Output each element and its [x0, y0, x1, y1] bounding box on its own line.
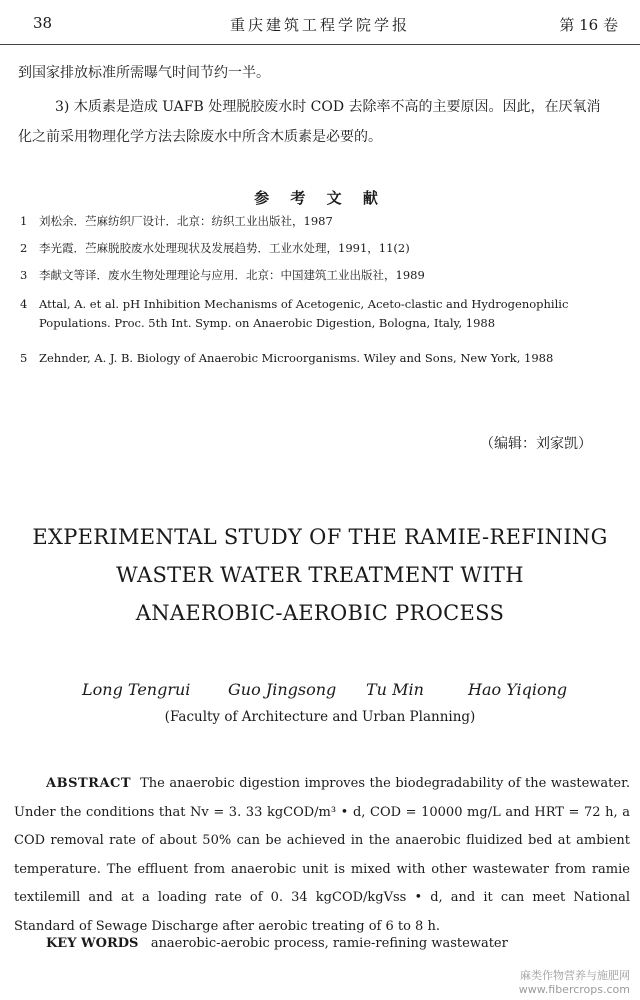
author-name: Long Tengrui [82, 680, 191, 699]
keywords-text: anaerobic-aerobic process, ramie-refining wastewater [150, 936, 508, 951]
reference-text: Zehnder, A. J. B. Biology of Anaerobic Microorganisms. Wiley and Sons, New York, 1988 [39, 351, 554, 365]
editor-note: （编辑：刘家凯） [480, 436, 592, 452]
keywords-label: KEY WORDS [46, 936, 139, 951]
reference-number: 5 [20, 351, 28, 365]
reference-text: 李献文等译．废水生物处理理论与应用．北京：中国建筑工业出版社，1989 [39, 268, 425, 282]
authors [0, 680, 640, 704]
abstract [14, 770, 630, 941]
reference-text: Attal, A. et al. pH Inhibition Mechanisms of Acetogenic, Aceto-clastic and Hydrogenophilic Populations. Proc. 5th Int. Symp. on Anaerobic Digestion, Bologna, Italy, 1988 [39, 297, 569, 330]
author-name: Guo Jingsong [228, 680, 337, 699]
reference-number: 4 [20, 297, 28, 311]
watermark-line: www.fibercrops.com [518, 983, 630, 996]
english-title-line: ANAEROBIC-AEROBIC PROCESS [135, 601, 505, 625]
page-header [0, 0, 640, 45]
body-line-1: 到国家排放标准所需曝气时间节约一半。 [18, 65, 270, 81]
reference-number: 2 [20, 241, 28, 255]
english-title [0, 518, 640, 632]
watermark-line: 麻类作物营养与施肥网 [520, 969, 630, 982]
journal-title: 重庆建筑工程学院学报 [229, 16, 410, 34]
reference-number: 1 [20, 214, 28, 228]
body-point-3-line-2: 化之前采用物理化学方法去除废水中所含木质素是必要的。 [18, 129, 382, 145]
references-title: 参 考 文 献 [254, 189, 386, 207]
body-point-3-line-1: 3) 木质素是造成 UAFB 处理脱胶废水时 COD 去除率不高的主要原因。因此，在厌氧消 [55, 99, 601, 115]
author-name: Tu Min [366, 680, 424, 699]
volume-label: 第 16 卷 [559, 16, 618, 34]
english-title-line: EXPERIMENTAL STUDY OF THE RAMIE-REFINING [32, 525, 608, 549]
reference-number: 3 [20, 268, 28, 282]
author-name: Hao Yiqiong [468, 680, 568, 699]
affiliation: (Faculty of Architecture and Urban Planning) [164, 709, 476, 725]
keywords [46, 936, 508, 951]
page-number: 38 [33, 14, 53, 32]
abstract-text: The anaerobic digestion improves the biodegradability of the wastewater. Under the conditions that Nv = 3. 33 kgCOD/m³ • d, COD = 10000 mg/L and HRT = 72 h, a COD removal rate of about 50% can be achieved in the anaerobic fluidized bed at ambient temperature. The effluent from anaerobic unit is mixed with other wastewater from ramie textilemill and at a loading rate of 0. 34 kgCOD/kgVss • d, and it can meet National Standard of Sewage Discharge after aerobic treating of 6 to 8 h. [14, 776, 631, 934]
english-title-line: WASTER WATER TREATMENT WITH [116, 563, 524, 587]
reference-text: 李光霞．苎麻脱胶废水处理现状及发展趋势．工业水处理，1991，11(2) [39, 241, 410, 255]
reference-text: 刘松余．苎麻纺织厂设计．北京：纺织工业出版社，1987 [39, 214, 333, 228]
watermark [519, 969, 630, 997]
abstract-label: ABSTRACT [46, 776, 132, 791]
